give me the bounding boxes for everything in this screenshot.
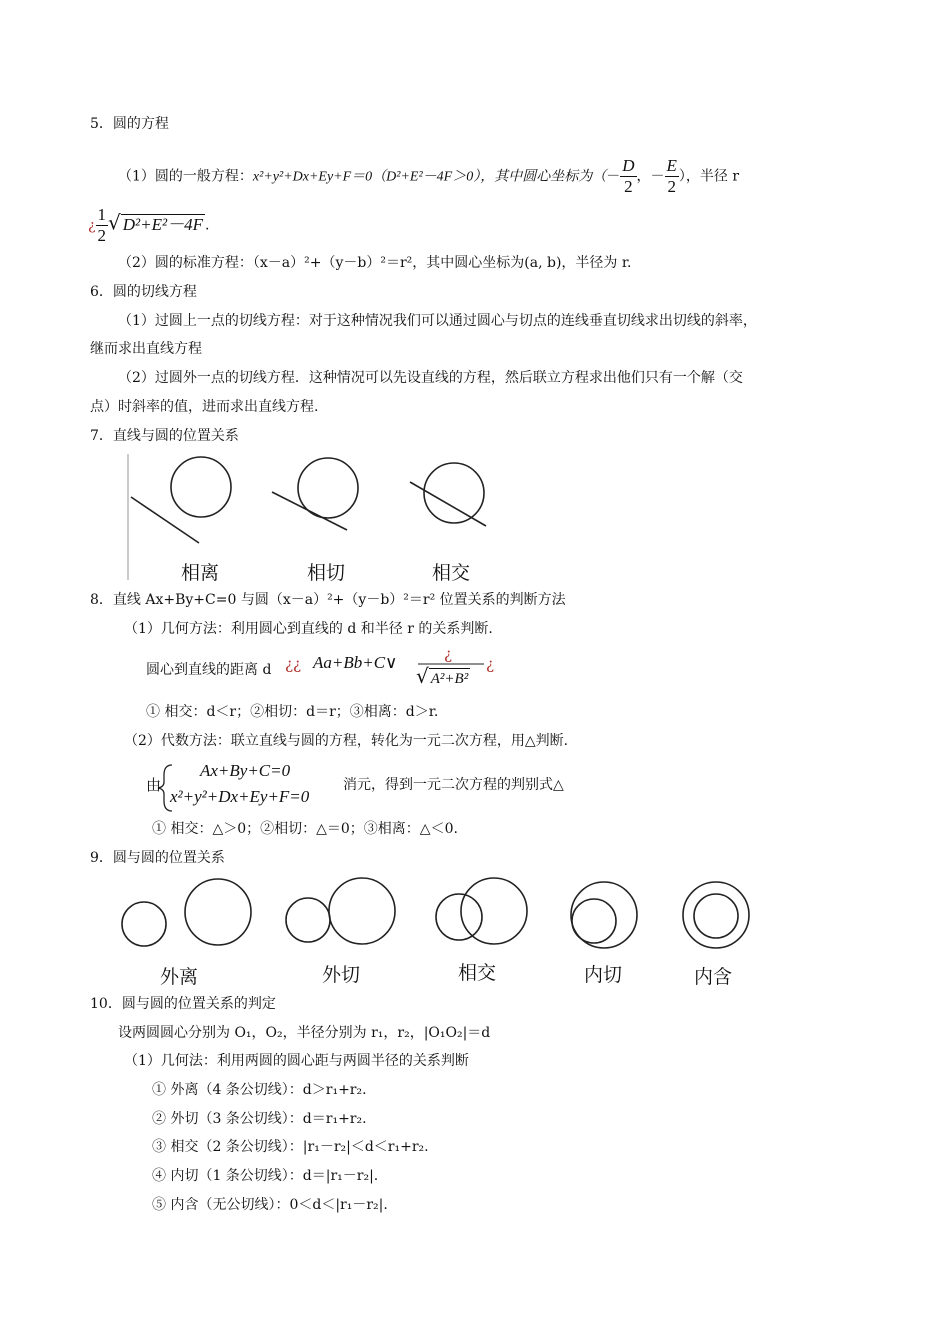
label-separate: 相离 [181,562,220,584]
center-x-numerator: D [622,156,635,175]
algebraic-cases: ① 相交：△＞0；②相切：△＝0；③相离：△＜0. [152,821,458,837]
intersect-circle [424,463,484,523]
label-tangent: 相切 [307,562,346,584]
distance-end-garbled: ¿ [486,655,495,673]
center-x-sign: － [606,168,621,185]
distance-numerator-expr: Aa+Bb+C∨ [313,653,398,672]
section-10-intro: 设两圆圆心分别为 O₁，O₂，半径分别为 r₁，r₂，|O₁O₂|＝d [118,1025,491,1041]
label-cc-ext-tangent: 外切 [322,964,361,986]
distance-garbled-marks: ¿¿ [285,655,302,673]
radius-period: . [204,217,210,234]
radius-garbled-mark: ¿ [88,217,96,234]
separate-line [131,497,199,543]
section-6-p1-line1: （1）过圆上一点的切线方程：对于这种情况我们可以通过圆心与切点的连线垂直切线求出切线的斜率， [118,313,757,329]
section-7-title: 7．直线与圆的位置关系 [90,428,239,444]
center-x-denominator: 2 [624,177,633,196]
section-5-title: 5．圆的方程 [90,116,169,132]
section-10-title: 10．圆与圆的位置关系的判定 [90,996,276,1012]
tangent-line [272,492,347,530]
center-y-denominator: 2 [667,177,676,196]
section-8-geometric-method: （1）几何方法：利用圆心到直线的 d 和半径 r 的关系判断. [124,621,493,637]
system-after: 消元，得到一元二次方程的判别式△ [343,777,564,793]
intersect-line [410,482,486,526]
label-cc-separate: 外离 [160,966,199,988]
general-eq-label: （1）圆的一般方程： [118,168,253,185]
radius-radicand: D²+E²－4F [122,214,203,234]
contain-small-circle [694,894,738,938]
section-5-standard-equation: （2）圆的标准方程：（x－a）²+（y－b）²＝r²，其中圆心坐标为(a, b)，半径为 r. [118,255,632,271]
center-y-sign: － [650,168,665,185]
radius-half-numerator: 1 [97,205,107,224]
section-10-geometric: （1）几何法：利用两圆的圆心距与两圆半径的关系判断 [124,1053,469,1069]
intersect-small-circle [436,894,482,940]
distance-num-garbled: ¿ [444,645,453,663]
section-6-title: 6．圆的切线方程 [90,284,197,300]
label-cc-intersect: 相交 [458,962,497,984]
section-9-title: 9．圆与圆的位置关系 [90,850,225,866]
general-eq-body: x²+y²+Dx+Ey+F＝0（D²+E²－4F＞0），其中圆心坐标为（ [252,169,607,185]
ext-tangent-small-circle [286,898,330,942]
separate-circle [171,457,231,517]
circle-circle-figure [122,878,749,948]
section-6-p2-line2: 点）时斜率的值，进而求出直线方程. [90,399,319,415]
label-cc-int-tangent: 内切 [584,964,623,986]
distance-sqrt-icon: √ [416,664,429,688]
section-6-p1-line2: 继而求出直线方程 [90,341,202,357]
distance-radicand: A²+B² [429,668,470,689]
system-eq-circle: x²+y²+Dx+Ey+F=0 [170,787,310,806]
section-8-title: 8．直线 Ax+By+C=0 与圆（x－a）²+（y－b）²＝r² 位置关系的判断方法 [90,592,566,608]
section-6-p2-line1: （2）过圆外一点的切线方程．这种情况可以先设直线的方程，然后联立方程求出他们只有一个解（交 [118,370,743,386]
system-by: 由 [146,776,162,794]
label-intersect: 相交 [432,562,471,584]
radius-half-denominator: 2 [97,226,107,245]
intersect-large-circle [461,878,527,944]
center-separator: ， [636,168,651,185]
section-8-algebraic-method: （2）代数方法：联立直线与圆的方程，转化为一元二次方程，用△判断. [124,733,569,749]
label-cc-contain: 内含 [694,966,733,988]
radius-lead: ），半径 r [678,168,740,185]
ext-tangent-large-circle [329,878,395,944]
distance-label-text: 圆心到直线的距离 d [146,662,272,678]
sqrt-icon: √ [108,210,121,235]
cc-case-2: ② 外切（3 条公切线）：d＝r₁+r₂. [152,1111,367,1127]
cc-case-1: ① 外离（4 条公切线）：d＞r₁+r₂. [152,1082,367,1098]
distance-label [146,660,271,680]
geometric-cases: ① 相交：d＜r；②相切：d＝r；③相离：d＞r. [146,704,439,720]
cc-case-3: ③ 相交（2 条公切线）：|r₁－r₂|＜d＜r₁+r₂. [152,1139,429,1155]
cc-case-5: ⑤ 内含（无公切线）：0＜d＜|r₁－r₂|. [152,1197,388,1213]
system-eq-line: Ax+By+C=0 [200,761,291,780]
distance-denominator [416,666,470,689]
separate-small-circle [122,902,166,946]
center-y-numerator: E [666,156,677,175]
separate-large-circle [185,879,251,945]
int-tangent-small-circle [572,899,616,943]
cc-case-4: ④ 内切（1 条公切线）：d＝|r₁－r₂|. [152,1168,379,1184]
